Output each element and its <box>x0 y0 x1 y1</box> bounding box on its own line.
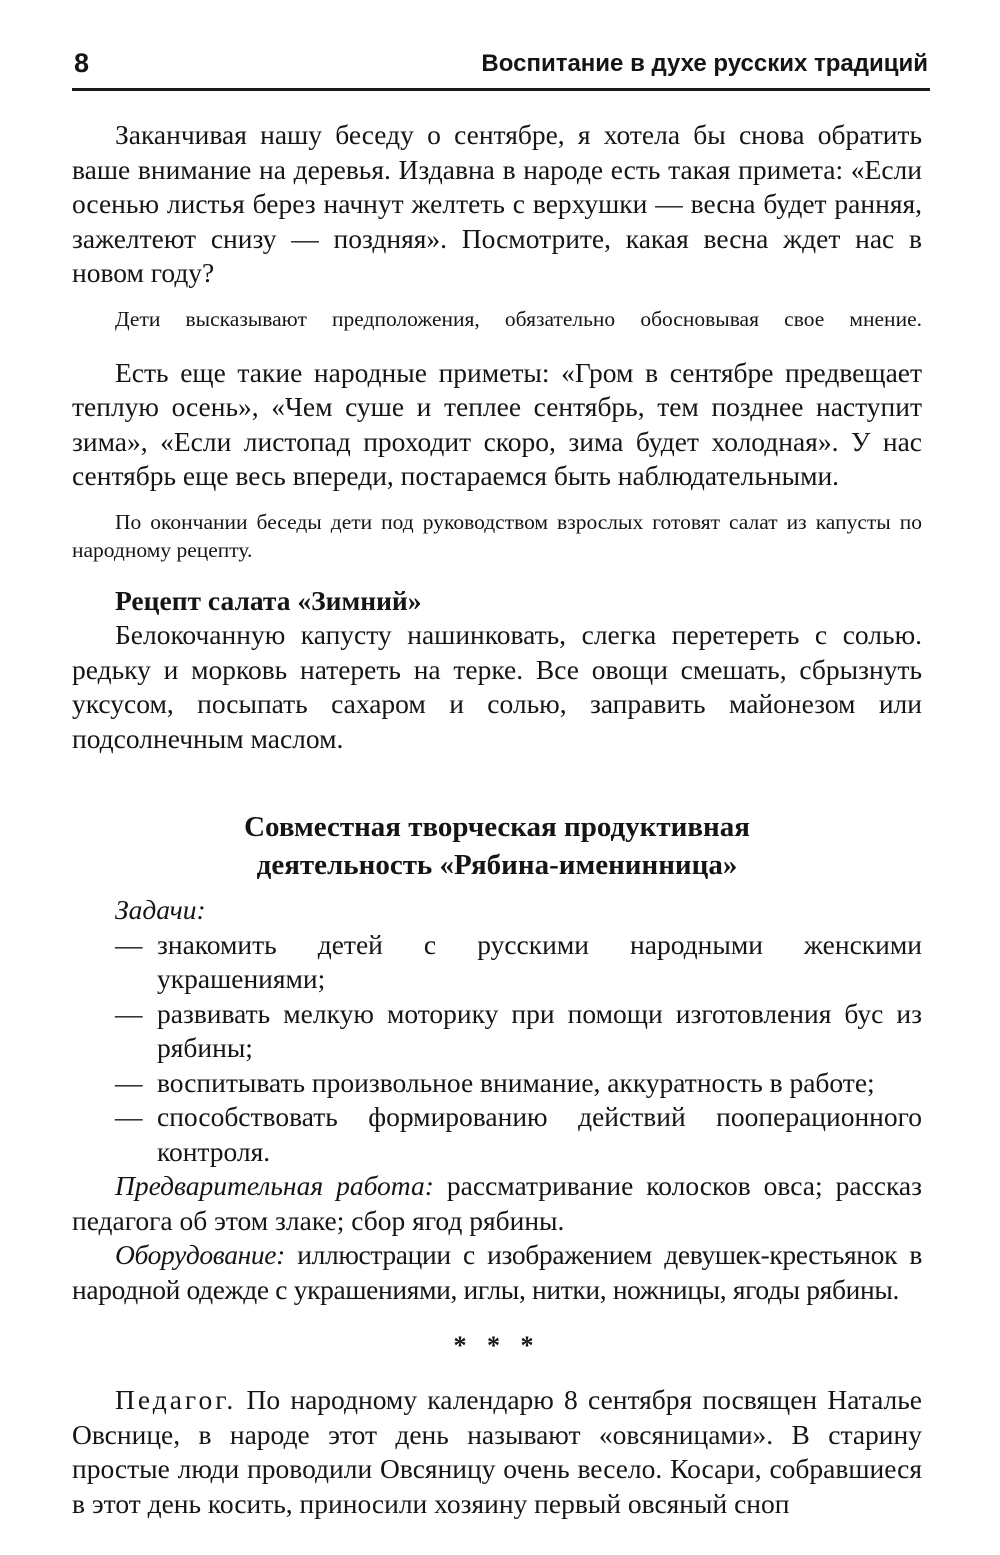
speaker-name: Педагог. <box>115 1384 237 1415</box>
tasks-list <box>72 928 922 1170</box>
recipe-text: Белокочанную капусту нашинковать, слегка перетереть с солью. редьку и морковь натереть на терке. Все овощи смешать, сбрызнуть уксусом, посыпать сахаром и солью, заправить майонезом или подсолнечным маслом. <box>72 619 922 754</box>
preliminary-work-text: рассматривание колосков овса; рассказ педагога об этом злаке; сбор ягод рябины. <box>72 1170 922 1236</box>
recipe-title: Рецепт салата «Зимний» <box>115 584 422 616</box>
list-item: — развивать мелкую моторику при помощи изготовления бус из рябины; <box>115 997 922 1063</box>
dialogue-text: По народному календарю 8 сентября посвящен Наталье Овснице, в народе этот день называют «овсяницами». В старину простые люди проводили Овсяницу очень весело. Косари, собравшиеся в этот день косить, приносили хозяину первый овсяный сноп <box>72 1384 922 1519</box>
task-text: развивать мелкую моторику при помощи изготовления бус из рябины; <box>157 997 922 1063</box>
equipment-text: иллюстрации с изображением девушек-крестьянок в народной одежде с украшениями, иглы, нитки, ножницы, ягоды рябины. <box>72 1239 922 1305</box>
running-title: Воспитание в духе русских традиций <box>481 50 928 77</box>
note-children-guess: Дети высказывают предположения, обязательно обосновывая свое мнение. <box>115 306 922 331</box>
dialogue-paragraph <box>72 1383 922 1521</box>
preliminary-work-label: Предварительная работа: <box>115 1170 434 1201</box>
tasks-label: Задачи: <box>115 894 206 925</box>
section-separator: * * * <box>453 1331 541 1360</box>
note-salad-preparation: По окончании беседы дети под руководством взрослых готовят салат из капусты по народному рецепту. <box>72 509 922 562</box>
page-number: 8 <box>74 48 90 78</box>
equipment <box>72 1238 922 1307</box>
page-content <box>72 118 922 1521</box>
preliminary-work <box>72 1169 922 1238</box>
tasks-heading <box>72 893 922 928</box>
list-item: — способствовать формированию действий пооперационного контроля. <box>115 1101 922 1167</box>
list-item: — знакомить детей с русскими народными женскими украшениями; <box>115 928 922 994</box>
list-item: — воспитывать произвольное внимание, аккуратность в работе; <box>115 1066 875 1098</box>
task-text: способствовать формированию действий пооперационного контроля. <box>157 1101 922 1167</box>
task-text: знакомить детей с русскими народными женскими украшениями; <box>157 928 922 994</box>
page-header <box>72 44 930 91</box>
paragraph-folk-signs: Есть еще такие народные приметы: «Гром в сентябре предвещает теплую осень», «Чем суше и теплее сентябрь, тем позднее наступит зима», «Если листопад проходит скоро, зима будет холодная». У нас сентябрь еще весь впереди, постараемся быть наблюдательными. <box>72 356 922 491</box>
section-title <box>72 808 922 884</box>
section-title-line-1: Совместная творческая продуктивная <box>244 811 750 843</box>
equipment-label: Оборудование: <box>115 1239 285 1270</box>
task-text: воспитывать произвольное внимание, аккуратность в работе; <box>157 1066 875 1098</box>
section-title-line-2: деятельность «Рябина-именинница» <box>256 849 738 881</box>
paragraph-birch-sign: Заканчивая нашу беседу о сентябре, я хотела бы снова обратить ваше внимание на деревья. Издавна в народе есть такая примета: «Если осенью листья берез начнут желтеть с верхушки — весна будет ранняя, зажелтеют снизу — поздняя». Посмотрите, какая весна ждет нас в новом году? <box>72 119 922 288</box>
